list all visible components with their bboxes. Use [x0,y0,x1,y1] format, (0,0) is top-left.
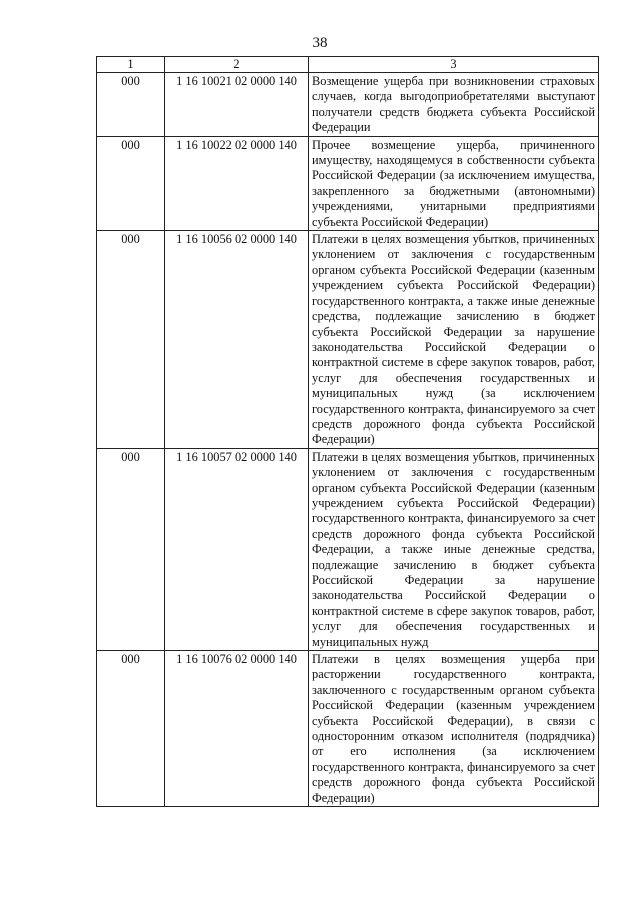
table-header-row [97,57,599,73]
column-header-1: 1 [97,57,165,73]
description-cell: Платежи в целях возмещения убытков, причиненных уклонением от заключения с государственным органом субъекта Российской Федерации (казенным учреждением субъекта Российской Федерации) государственного контракта, финансируемого за счет средств дорожного фонда субъекта Российской Федерации, а также иные денежные средства, подлежащие зачислению в бюджет субъекта Российской Федерации за нарушение законодательства Российской Федерации о контрактной системе в сфере закупок товаров, работ, услуг для обеспечения государственных и муниципальных нужд [309,448,599,650]
budget-code-cell: 1 16 10056 02 0000 140 [165,231,309,449]
description-cell: Прочее возмещение ущерба, причиненного имуществу, находящемуся в собственности субъекта Российской Федерации (за исключением имущества, закрепленного за бюджетными (автономными) учреждениями, унитарными предприятиями субъекта Российской Федерации) [309,136,599,230]
description-cell: Возмещение ущерба при возникновении страховых случаев, когда выгодоприобретателями выступают получатели средств бюджета субъекта Российской Федерации [309,73,599,137]
table-row [97,448,599,650]
description-cell: Платежи в целях возмещения ущерба при расторжении государственного контракта, заключенного с государственным органом субъекта Российской Федерации (казенным учреждением субъекта Российской Федерации), в связи с односторонним отказом исполнителя (подрядчика) от его исполнения (за исключением государственного контракта, финансируемого за счет средств дорожного фонда субъекта Российской Федерации) [309,651,599,807]
admin-code-cell: 000 [97,73,165,137]
budget-code-cell: 1 16 10022 02 0000 140 [165,136,309,230]
admin-code-cell: 000 [97,651,165,807]
column-header-2: 2 [165,57,309,73]
table-row [97,651,599,807]
table-row [97,231,599,449]
admin-code-cell: 000 [97,136,165,230]
budget-code-cell: 1 16 10076 02 0000 140 [165,651,309,807]
budget-codes-table [96,56,599,807]
admin-code-cell: 000 [97,231,165,449]
table-row [97,136,599,230]
budget-code-cell: 1 16 10021 02 0000 140 [165,73,309,137]
description-cell: Платежи в целях возмещения убытков, причиненных уклонением от заключения с государственным органом субъекта Российской Федерации (казенным учреждением субъекта Российской Федерации) государственного контракта, а также иные денежные средства, подлежащие зачислению в бюджет субъекта Российской Федерации за нарушение законодательства Российской Федерации о контрактной системе в сфере закупок товаров, работ, услуг для обеспечения государственных и муниципальных нужд (за исключением государственного контракта, финансируемого за счет средств дорожного фонда субъекта Российской Федерации) [309,231,599,449]
budget-code-cell: 1 16 10057 02 0000 140 [165,448,309,650]
table-row [97,73,599,137]
page-number: 38 [312,35,328,51]
admin-code-cell: 000 [97,448,165,650]
column-header-3: 3 [309,57,599,73]
